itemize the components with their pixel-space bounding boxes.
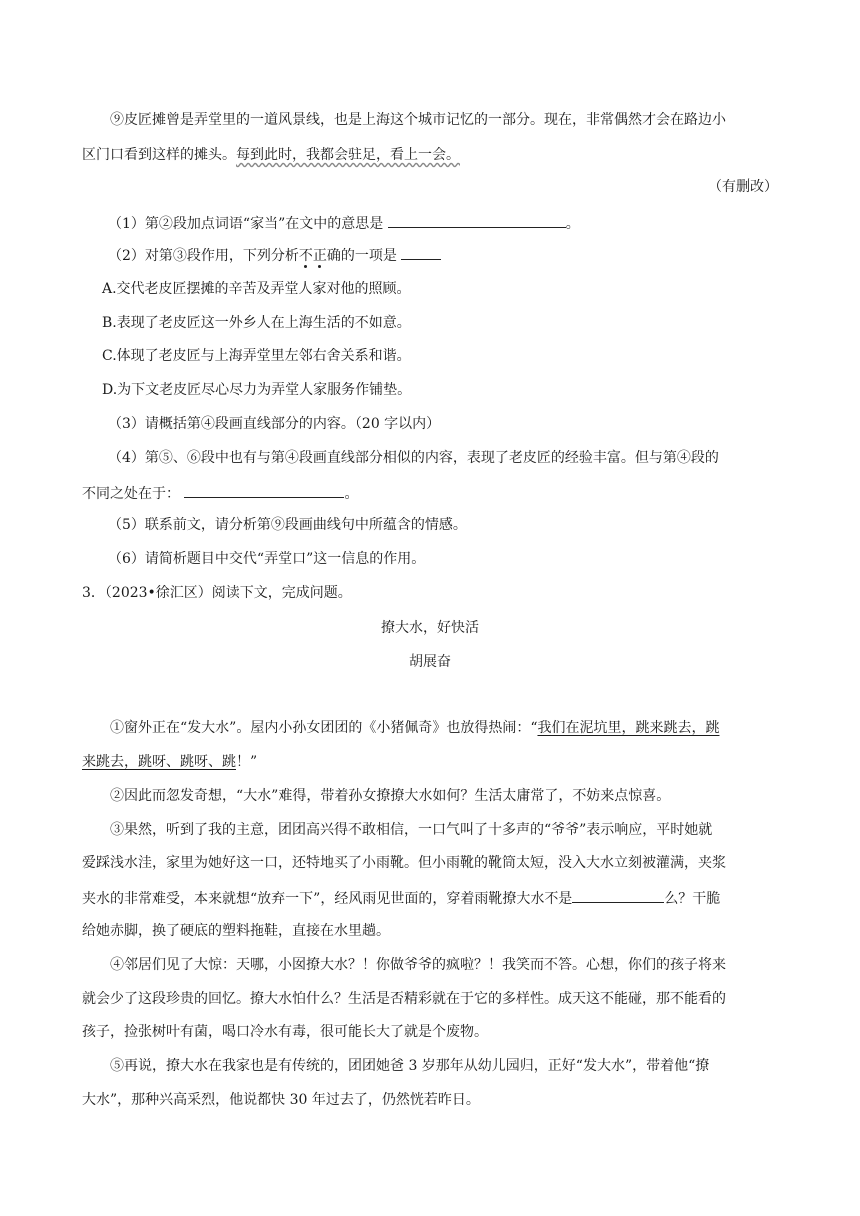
underlined-quote-part-2: 来跳去，跳呀、跳呀、跳 xyxy=(82,754,236,770)
answer-blank-4[interactable] xyxy=(184,482,344,498)
question-2-text-b: 确的一项是 xyxy=(326,248,397,264)
option-d: D.为下文老皮匠尽心尽力为弄堂人家服务作铺垫。 xyxy=(102,382,412,398)
paragraph-5-line-2: 大水”，那种兴高采烈，他说都快 30 年过去了，仍然恍若昨日。 xyxy=(82,1092,480,1108)
question-4-line-1: （4）第⑤、⑥段中也有与第④段画直线部分相似的内容，表现了老皮匠的经验丰富。但与第④段的 xyxy=(108,450,719,466)
paragraph-9-line-2 xyxy=(82,145,460,165)
paragraph-4-line-2: 就会少了这段珍贵的回忆。撩大水怕什么？生活是否精彩就在于它的多样性。成天这不能碰，那不能看的 xyxy=(82,991,726,1007)
paragraph-9-line-1: ⑨皮匠摊曾是弄堂里的一道风景线，也是上海这个城市记忆的一部分。现在，非常偶然才会在路边小 xyxy=(110,112,726,128)
question-5: （5）联系前文，请分析第⑨段画曲线句中所蕴含的情感。 xyxy=(108,517,467,533)
question-6: （6）请简析题目中交代“弄堂口”这一信息的作用。 xyxy=(108,551,426,567)
section-3-header: 3．（2023•徐汇区）阅读下文，完成问题。 xyxy=(82,585,352,601)
question-2-text-a: （2）对第③段作用，下列分析 xyxy=(108,248,299,264)
wavy-underlined-sentence: 每到此时，我都会驻足，看上一会。 xyxy=(236,147,460,163)
paragraph-1-line-1 xyxy=(110,718,719,738)
paragraph-3-text-a: 夹水的非常难受，本来就想“放弃一下”，经风雨见世面的，穿着雨靴撩大水不是 xyxy=(82,891,573,907)
article-author: 胡展奋 xyxy=(409,654,451,670)
paragraph-5-line-1: ⑤再说，撩大水在我家也是有传统的，团团她爸 3 岁那年从幼儿园归，正好“发大水”，带着他“撩 xyxy=(110,1058,710,1074)
answer-blank-article[interactable] xyxy=(572,887,664,903)
emphasis-dot-char-1: 不 xyxy=(298,248,313,264)
question-4-text: 不同之处在于： xyxy=(82,486,180,502)
option-c: C.体现了老皮匠与上海弄堂里左邻右舍关系和谐。 xyxy=(102,348,411,364)
question-1 xyxy=(108,212,580,234)
paragraph-3-line-3 xyxy=(82,887,720,909)
emphasis-dot-char-2: 正 xyxy=(312,248,327,264)
question-1-end: 。 xyxy=(565,216,580,232)
paragraph-3-line-1: ③果然，听到了我的主意，团团高兴得不敢相信，一口气叫了十多声的“爷爷”表示响应，平时她就 xyxy=(110,822,713,838)
answer-blank-2[interactable] xyxy=(401,244,441,260)
question-4-line-2 xyxy=(82,482,358,504)
option-a: A.交代老皮匠摆摊的辛苦及弄堂人家对他的照顾。 xyxy=(102,281,411,297)
paragraph-1-line-2 xyxy=(82,752,257,772)
paragraph-3-line-4: 给她赤脚，换了硬底的塑料拖鞋，直接在水里趟。 xyxy=(82,923,390,939)
question-2 xyxy=(108,244,441,266)
question-4-end: 。 xyxy=(344,486,359,502)
question-1-text: （1）第②段加点词语“家当”在文中的意思是 xyxy=(108,216,384,232)
paragraph-1-text: ①窗外正在“发大水”。屋内小孙女团团的《小猪佩奇》也放得热闹：“ xyxy=(110,720,538,736)
paragraph-4-line-1: ④邻居们见了大惊：天哪，小囡撩大水？！你做爷爷的疯啦？！我笑而不答。心想，你们的孩子将来 xyxy=(110,957,726,973)
paragraph-1-end: ！” xyxy=(236,754,258,770)
source-note: （有删改） xyxy=(708,179,778,195)
article-title: 撩大水，好快活 xyxy=(381,620,479,636)
paragraph-3-line-2: 爱踩浅水洼，家里为她好这一口，还特地买了小雨靴。但小雨靴的靴筒太短，没入大水立刻被灌满，夹浆 xyxy=(82,855,726,871)
paragraph-3-text-b: 么？干脆 xyxy=(664,891,721,907)
paragraph-4-line-3: 孩子，捡张树叶有菌，喝口冷水有毒，很可能长大了就是个废物。 xyxy=(82,1024,488,1040)
underlined-quote-part-1: 我们在泥坑里，跳来跳去，跳 xyxy=(537,720,720,736)
paragraph-9-text: 区门口看到这样的摊头。 xyxy=(82,147,236,163)
answer-blank-1[interactable] xyxy=(388,212,566,228)
option-b: B.表现了老皮匠这一外乡人在上海生活的不如意。 xyxy=(102,315,411,331)
question-3: （3）请概括第④段画直线部分的内容。（20 字以内） xyxy=(108,416,441,432)
paragraph-2: ②因此而忽发奇想，“大水”难得，带着孙女撩撩大水如何？生活太庸常了，不妨来点惊喜。 xyxy=(110,788,671,804)
